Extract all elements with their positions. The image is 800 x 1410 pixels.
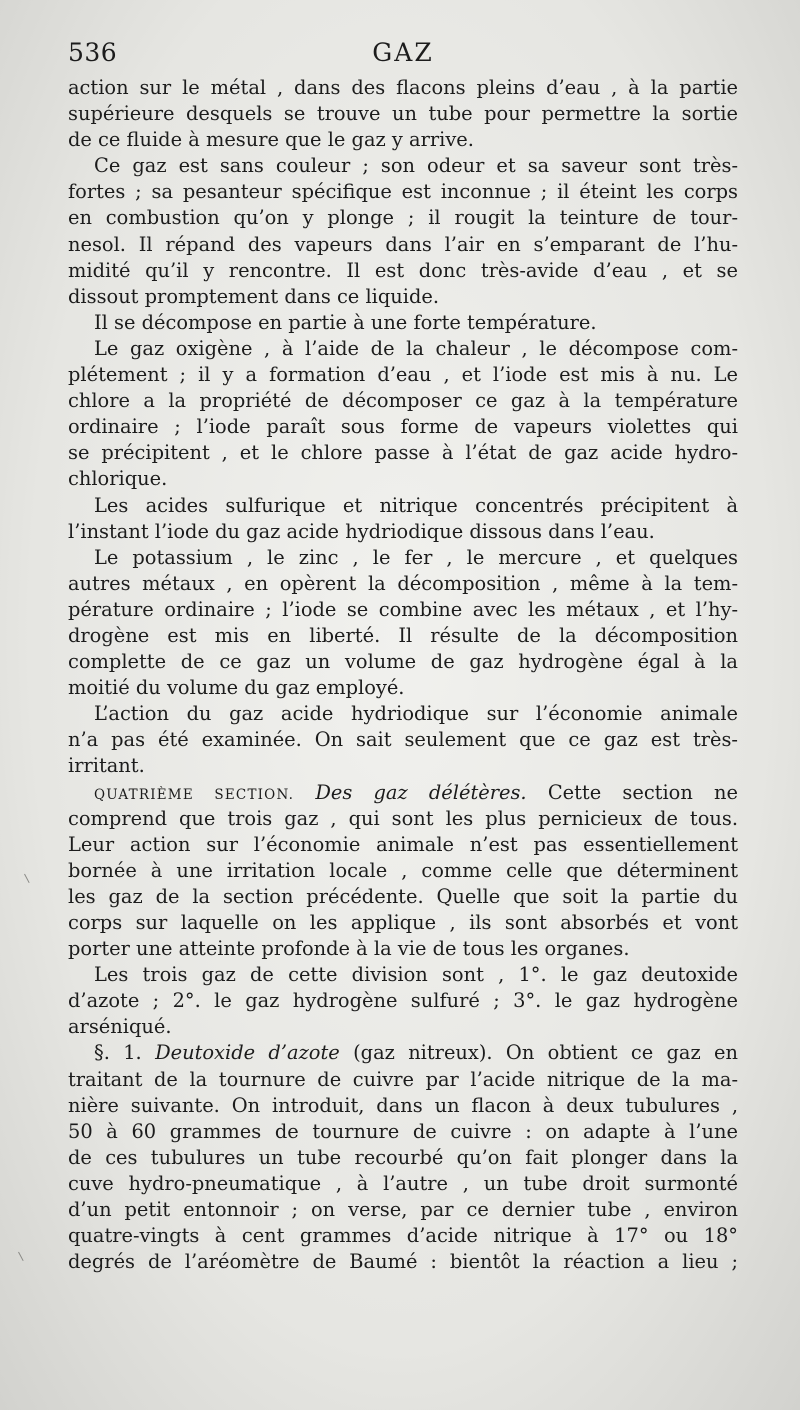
page-body-text [68, 75, 738, 1275]
section-heading: QUATRIÈME SECTION. [94, 786, 295, 803]
text-line [68, 988, 738, 1014]
line-text: fortes ; sa pesanteur spécifique est inconnue ; il éteint les corps [68, 180, 738, 204]
text-line [68, 832, 738, 858]
text-line [68, 753, 738, 779]
line-text: drogène est mis en liberté. Il résulte de la décomposition [68, 623, 738, 647]
line-text: comprend que trois gaz , qui sont les plus pernicieux de tous. [68, 806, 738, 830]
text-line [68, 884, 738, 910]
line-text: irritant. [68, 754, 145, 778]
line-text: quatre-vingts à cent grammes d’acide nitrique à 17° ou 18° [68, 1224, 738, 1248]
line-text: se précipitent , et le chlore passe à l’état de gaz acide hydro- [68, 441, 738, 465]
text-line [68, 571, 738, 597]
text-line [68, 1145, 738, 1171]
text-line [68, 153, 738, 179]
text-line [68, 727, 738, 753]
text-line [68, 910, 738, 936]
line-text: L’action du gaz acide hydriodique sur l’économie animale [94, 702, 738, 726]
text-line [68, 1249, 738, 1275]
text-line [68, 414, 738, 440]
line-text: chlore a la propriété de décomposer ce gaz à la température [68, 389, 738, 413]
text-line [68, 1067, 738, 1093]
running-head: GAZ [372, 38, 434, 67]
line-text: arséniqué. [68, 1015, 172, 1039]
line-text: traitant de la tournure de cuivre par l’acide nitrique de la ma- [68, 1067, 738, 1091]
text-line [68, 962, 738, 988]
text-line [68, 1014, 738, 1040]
text-line [68, 310, 738, 336]
line-text: bornée à une irritation locale , comme celle que déterminent [68, 858, 738, 882]
line-text: d’azote ; 2°. le gaz hydrogène sulfuré ; 3°. le gaz hydrogène [68, 989, 738, 1013]
text-line [68, 1119, 738, 1145]
text-line [68, 101, 738, 127]
text-line [68, 336, 738, 362]
margin-mark [24, 871, 35, 883]
italic-title: Deutoxide d’azote [155, 1041, 340, 1065]
text-line [68, 1040, 738, 1066]
line-text: l’instant l’iode du gaz acide hydriodique dissous dans l’eau. [68, 519, 655, 543]
text-line [68, 675, 738, 701]
line-text: corps sur laquelle on les applique , ils sont absorbés et vont [68, 911, 738, 934]
text-line [68, 806, 738, 832]
line-text: en combustion qu’on y plonge ; il rougit la teinture de tour- [68, 206, 738, 230]
line-text: n’a pas été examinée. On sait seulement que ce gaz est très- [68, 728, 738, 752]
line-text: nière suivante. On introduit, dans un flacon à deux tubulures , [68, 1093, 738, 1117]
line-text: pérature ordinaire ; l’iode se combine avec les métaux , et l’hy- [68, 597, 738, 621]
line-text: complette de ce gaz un volume de gaz hydrogène égal à la [68, 650, 738, 674]
text-line [68, 936, 738, 962]
text-line [68, 466, 738, 492]
text-line [68, 649, 738, 675]
line-text: (gaz nitreux). On obtient ce gaz en [353, 1041, 738, 1065]
text-line [68, 127, 738, 153]
line-text: Cette section ne [547, 780, 738, 804]
line-text: degrés de l’aréomètre de Baumé : bientôt la réaction a lieu ; [68, 1250, 738, 1274]
line-text: Leur action sur l’économie animale n’est pas essentiellement [68, 832, 738, 856]
line-text: moitié du volume du gaz employé. [68, 676, 405, 700]
line-text: Il se décompose en partie à une forte température. [94, 310, 597, 334]
text-line [68, 1171, 738, 1197]
text-line [68, 519, 738, 545]
page-number: 536 [68, 38, 118, 67]
line-text: 50 à 60 grammes de tournure de cuivre : on adapte à l’une [68, 1119, 738, 1143]
line-text: midité qu’il y rencontre. Il est donc très-avide d’eau , et se [68, 258, 738, 282]
line-text: Le gaz oxigène , à l’aide de la chaleur , le décompose com- [94, 336, 738, 360]
line-text: Les trois gaz de cette division sont , 1°. le gaz deutoxide [94, 963, 738, 987]
text-line [68, 388, 738, 414]
line-text: plétement ; il y a formation d’eau , et l’iode est mis à nu. Le [68, 363, 738, 387]
line-text: Les acides sulfurique et nitrique concentrés précipitent à [94, 493, 738, 517]
line-text: les gaz de la section précédente. Quelle que soit la partie du [68, 884, 738, 908]
line-text: porter une atteinte profonde à la vie de tous les organes. [68, 937, 630, 961]
text-line [68, 205, 738, 231]
text-line [68, 545, 738, 571]
text-line [68, 440, 738, 466]
text-line [68, 284, 738, 310]
text-line [68, 597, 738, 623]
text-line [68, 701, 738, 727]
line-text: supérieure desquels se trouve un tube pour permettre la sortie [68, 102, 738, 126]
text-line [68, 858, 738, 884]
text-line [68, 75, 738, 101]
text-line [68, 362, 738, 388]
line-text: chlorique. [68, 467, 168, 491]
line-text: action sur le métal , dans des flacons pleins d’eau , à la partie [68, 76, 738, 99]
line-text: Le potassium , le zinc , le fer , le mercure , et quelques [94, 545, 738, 569]
text-line [68, 623, 738, 649]
line-text: autres métaux , en opèrent la décomposition , même à la tem- [68, 571, 738, 595]
line-text: d’un petit entonnoir ; on verse, par ce dernier tube , environ [68, 1198, 738, 1222]
text-line [68, 1223, 738, 1249]
line-text: de ce fluide à mesure que le gaz y arrive. [68, 128, 474, 152]
line-text: nesol. Il répand des vapeurs dans l’air en s’emparant de l’hu- [68, 232, 738, 256]
section-number: §. 1. [94, 1041, 142, 1065]
margin-mark [18, 1249, 29, 1261]
line-text: ordinaire ; l’iode paraît sous forme de vapeurs violettes qui [68, 415, 738, 439]
line-text: dissout promptement dans ce liquide. [68, 284, 439, 308]
text-line [68, 780, 738, 806]
text-line [68, 1197, 738, 1223]
text-line [68, 1093, 738, 1119]
text-line [68, 493, 738, 519]
page-header [68, 38, 738, 70]
line-text: cuve hydro-pneumatique , à l’autre , un tube droit surmonté [68, 1171, 738, 1195]
text-line [68, 179, 738, 205]
line-text: de ces tubulures un tube recourbé qu’on fait plonger dans la [68, 1145, 738, 1169]
line-text: Ce gaz est sans couleur ; son odeur et sa saveur sont très- [94, 154, 738, 178]
text-line [68, 258, 738, 284]
text-line [68, 232, 738, 258]
italic-title: Des gaz délétères. [315, 780, 527, 804]
